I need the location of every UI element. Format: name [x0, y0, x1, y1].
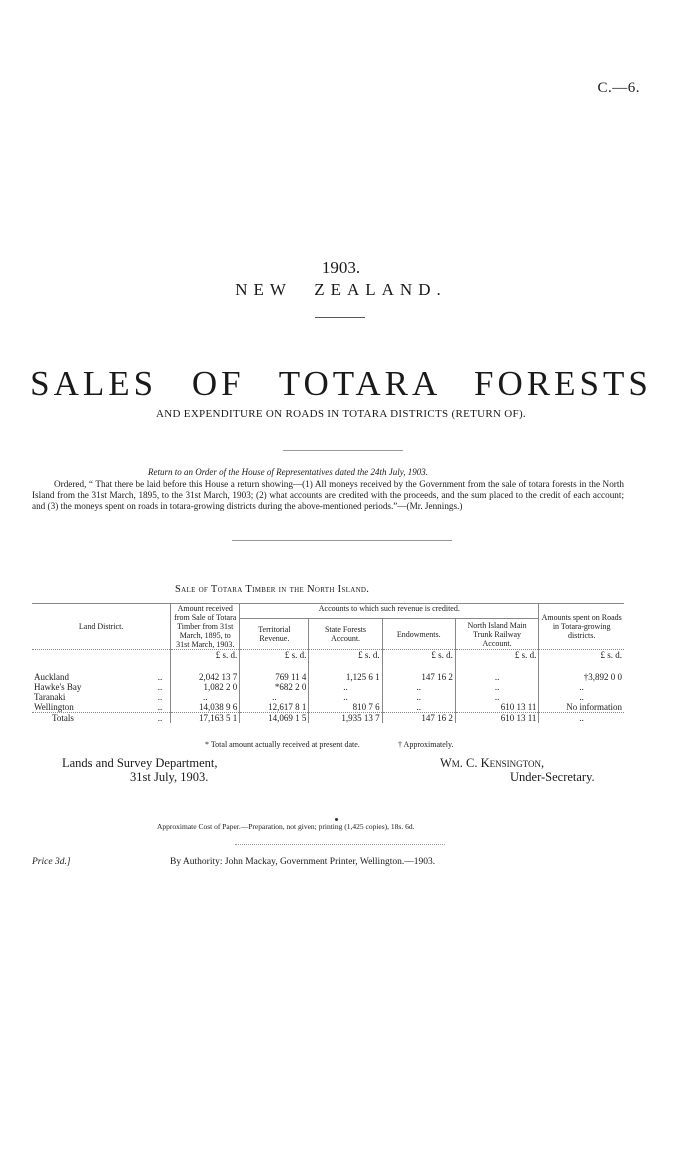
railway-cell: 610 13 11	[455, 702, 539, 713]
group-header-accounts: Accounts to which such revenue is credited.	[240, 604, 539, 619]
unit-cell: £ s. d.	[382, 650, 455, 672]
country-heading	[0, 280, 682, 300]
divider-rule	[232, 540, 452, 541]
roads-cell: No information	[539, 702, 624, 713]
roads-cell: †3,892 0 0	[539, 672, 624, 682]
roads-cell: ..	[539, 682, 624, 692]
department-name: Lands and Survey Department,	[62, 756, 218, 770]
endowments-cell: ..	[382, 702, 455, 713]
order-body: Ordered, “ That there be laid before this House a return showing—(1) All moneys received by the Government from the sale of totara forests in the North Island from the 31st March, 1895, to the 31st March, 1903; (2) what accounts are credited with the proceeds, and the sum placed to the credit of each account; and (3) the moneys spent on roads in totara-growing districts during the above-mentioned periods.”—(Mr. Jennings.)	[32, 479, 624, 511]
leader-dots: ..	[157, 701, 163, 712]
district-name: Taranaki	[34, 691, 66, 702]
total-railway-cell: 610 13 11	[455, 712, 539, 723]
state-forests-cell: 810 7 6	[309, 702, 382, 713]
amount-cell: 1,082 2 0	[171, 682, 240, 692]
endowments-cell: ..	[382, 682, 455, 692]
state-forests-cell: ..	[309, 682, 382, 692]
printer-mark	[335, 818, 338, 821]
amount-cell: 2,042 13 7	[171, 672, 240, 682]
unit-cell: £ s. d.	[455, 650, 539, 672]
total-amount-cell: 17,163 5 1	[171, 712, 240, 723]
department-date: 31st July, 1903.	[130, 770, 209, 784]
territorial-cell: ..	[240, 692, 309, 702]
col-header-railway: North Island Main Trunk Railway Account.	[455, 619, 539, 650]
endowments-cell: ..	[382, 692, 455, 702]
leader-dots: ..	[157, 691, 163, 702]
price-label: Price 3d.]	[32, 857, 71, 867]
leader-dots: ..	[157, 712, 163, 723]
totals-label: Totals	[52, 712, 74, 723]
divider-rule	[235, 844, 445, 845]
document-reference: C.—6.	[597, 80, 640, 96]
year: 1903.	[321, 258, 361, 277]
department-block	[62, 756, 218, 784]
railway-cell: ..	[455, 682, 539, 692]
railway-cell: ..	[455, 692, 539, 702]
territorial-cell: 12,617 8 1	[240, 702, 309, 713]
total-state-forests-cell: 1,935 13 7	[309, 712, 382, 723]
signatory-name: Wm. C. Kensington,	[440, 756, 545, 770]
footnote-star: * Total amount actually received at present date.	[205, 740, 360, 749]
order-heading: Return to an Order of the House of Representatives dated the 24th July, 1903.	[148, 467, 429, 477]
cost-note: Approximate Cost of Paper.—Preparation, not given; printing (1,425 copies), 18s. 6d.	[157, 822, 415, 831]
leader-dots: ..	[157, 671, 163, 682]
table-row	[32, 672, 624, 682]
territorial-cell: *682 2 0	[240, 682, 309, 692]
col-header-territorial: Territorial Revenue.	[240, 619, 309, 650]
unit-cell: £ s. d.	[309, 650, 382, 672]
district-name: Hawke's Bay	[34, 681, 82, 692]
table-title: Sale of Totara Timber in the North Island.	[175, 584, 370, 595]
table-row	[32, 692, 624, 702]
col-header-roads: Amounts spent on Roads in Totara-growing districts.	[539, 604, 624, 650]
divider-rule	[283, 450, 403, 451]
table-row	[32, 702, 624, 713]
roads-cell: ..	[539, 692, 624, 702]
unit-cell: £ s. d.	[539, 650, 624, 672]
district-name: Wellington	[34, 701, 74, 712]
country-word-2: ZEALAND.	[314, 280, 447, 299]
col-header-state-forests: State Forests Account.	[309, 619, 382, 650]
district-name: Auckland	[34, 671, 69, 682]
col-header-land-district: Land District.	[32, 604, 171, 650]
unit-cell: £ s. d.	[240, 650, 309, 672]
leader-dots: ..	[157, 681, 163, 692]
table-row	[32, 682, 624, 692]
page-subtitle: AND EXPENDITURE ON ROADS IN TOTARA DISTRICTS (RETURN OF).	[156, 408, 526, 420]
total-territorial-cell: 14,069 1 5	[240, 712, 309, 723]
printer-authority: By Authority: John Mackay, Government Printer, Wellington.—1903.	[170, 857, 436, 867]
totals-row	[32, 712, 624, 723]
country-word-1: NEW	[235, 280, 292, 299]
divider-rule	[315, 317, 365, 318]
total-roads-cell: ..	[539, 712, 624, 723]
territorial-cell: 769 11 4	[240, 672, 309, 682]
amount-cell: ..	[171, 692, 240, 702]
unit-cell: £ s. d.	[171, 650, 240, 672]
col-header-amount-received: Amount received from Sale of Totara Timber from 31st March, 1895, to 31st March, 1903.	[171, 604, 240, 650]
endowments-cell: 147 16 2	[382, 672, 455, 682]
railway-cell: ..	[455, 672, 539, 682]
state-forests-cell: ..	[309, 692, 382, 702]
footnote-dagger: † Approximately.	[398, 740, 454, 749]
state-forests-cell: 1,125 6 1	[309, 672, 382, 682]
unit-cell	[32, 650, 171, 672]
signatory-title: Under-Secretary.	[510, 770, 595, 784]
col-header-endowments: Endowments.	[382, 619, 455, 650]
total-endowments-cell: 147 16 2	[382, 712, 455, 723]
page-title: SALES OF TOTARA FORESTS	[30, 364, 652, 403]
sales-table	[32, 603, 624, 723]
amount-cell: 14,038 9 6	[171, 702, 240, 713]
signature-block	[440, 756, 595, 784]
